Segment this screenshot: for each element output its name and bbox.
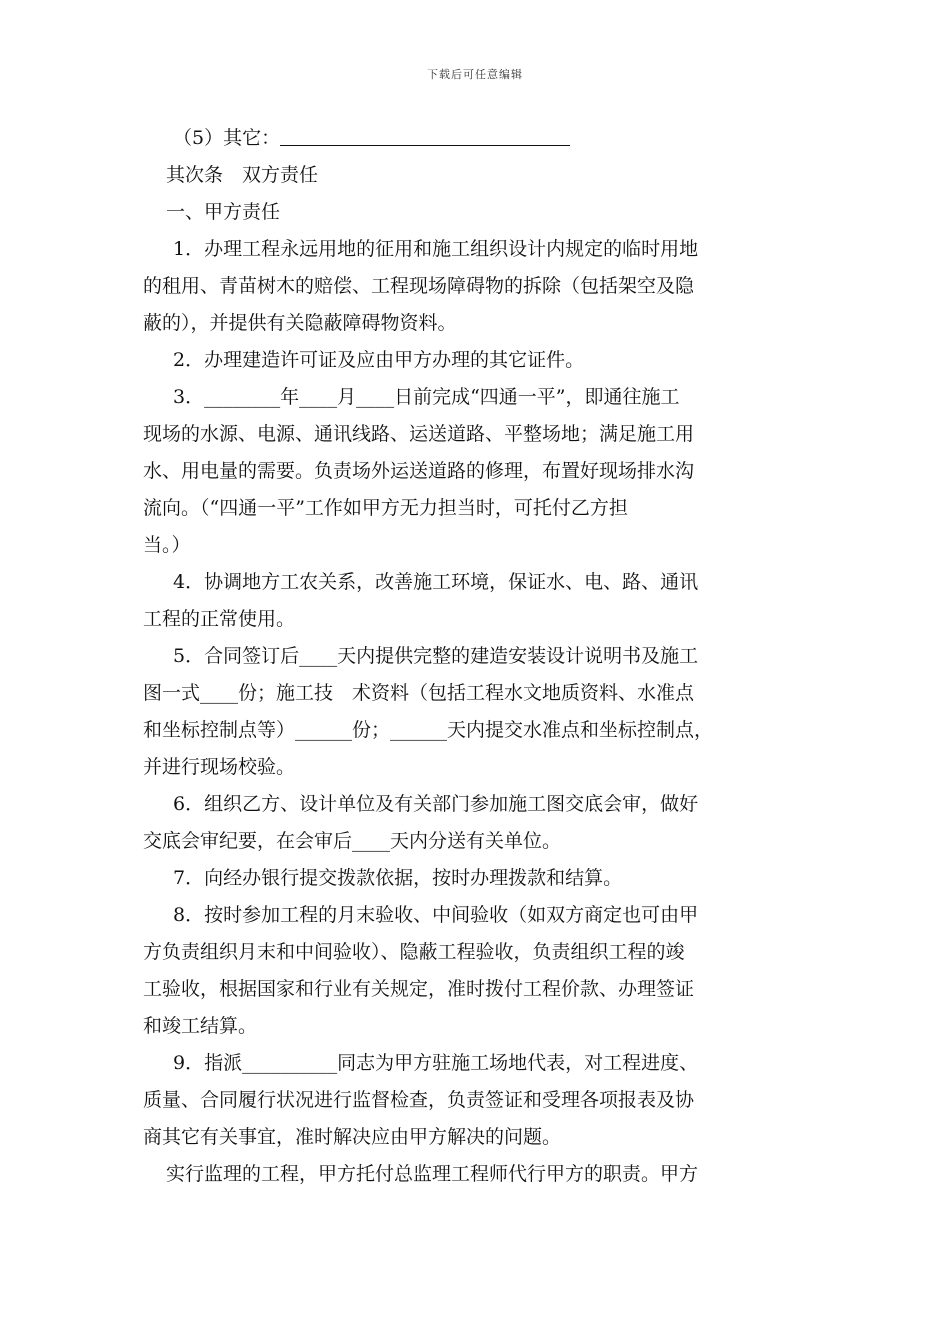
paragraph-line: 2．办理建造许可证及应由甲方办理的其它证件。 [173,349,585,371]
section-heading: 其次条 双方责任 [166,164,319,186]
paragraph-line: 7．向经办银行提交拨款依据，按时办理拨款和结算。 [173,867,623,889]
page-header: 下载后可任意编辑 [427,68,523,81]
paragraph-line: 5．合同签订后____天内提供完整的建造安装设计说明书及施工 [173,645,699,667]
paragraph-line: 质量、合同履行状况进行监督检查，负责签证和受理各项报表及协 [143,1089,695,1111]
paragraph-line: 工程的正常使用。 [143,608,296,630]
paragraph-line: 3．________年____月____日前完成“四通一平”，即通往施工 [173,386,680,408]
clause-item-5-other [143,120,808,157]
paragraph-line: 和竣工结算。 [143,1015,258,1037]
paragraph-line: 流向。（“四通一平”工作如甲方无力担当时，可托付乙方担 [143,497,628,519]
paragraph-line: 当。） [143,534,191,556]
paragraph-line: 方负责组织月末和中间验收）、隐蔽工程验收，负责组织工程的竣 [143,941,685,963]
paragraph-line: 9．指派__________同志为甲方驻施工场地代表，对工程进度、 [173,1052,699,1074]
paragraph-line: 8．按时参加工程的月末验收、中间验收（如双方商定也可由甲 [173,904,699,926]
paragraph-line: 蔽的），并提供有关隐蔽障碍物资料。 [143,312,457,334]
paragraph-line: 交底会审纪要，在会审后____天内分送有关单位。 [143,830,562,852]
paragraph-line: 实行监理的工程，甲方托付总监理工程师代行甲方的职责。甲方 [166,1163,699,1185]
paragraph-line: 6．组织乙方、设计单位及有关部门参加施工图交底会审，做好 [173,793,699,815]
paragraph-line: 的租用、青苗树木的赔偿、工程现场障碍物的拆除（包括架空及隐 [143,275,695,297]
paragraph-line: 1．办理工程永远用地的征用和施工组织设计内规定的临时用地 [173,238,699,260]
paragraph-line: 并进行现场校验。 [143,756,296,778]
paragraph-line: 现场的水源、电源、通讯线路、运送道路、平整场地；满足施工用 [143,423,695,445]
paragraph-line: 和坐标控制点等）______份；______天内提交水准点和坐标控制点， [143,719,714,741]
subsection-heading: 一、甲方责任 [166,201,281,223]
fill-in-blank[interactable] [280,125,570,146]
paragraph-line: 工验收，根据国家和行业有关规定，准时拨付工程价款、办理签证 [143,978,695,1000]
paragraph-line: 图一式____份；施工技 术资料（包括工程水文地质资料、水准点 [143,682,695,704]
paragraph-line: 4．协调地方工农关系，改善施工环境，保证水、电、路、通讯 [173,571,699,593]
paragraph-line: 商其它有关事宜，准时解决应由甲方解决的问题。 [143,1126,562,1148]
paragraph-line: 水、用电量的需要。负责场外运送道路的修理，布置好现场排水沟 [143,460,695,482]
document-body [143,120,808,1193]
clause-text: （5）其它： [173,127,281,149]
